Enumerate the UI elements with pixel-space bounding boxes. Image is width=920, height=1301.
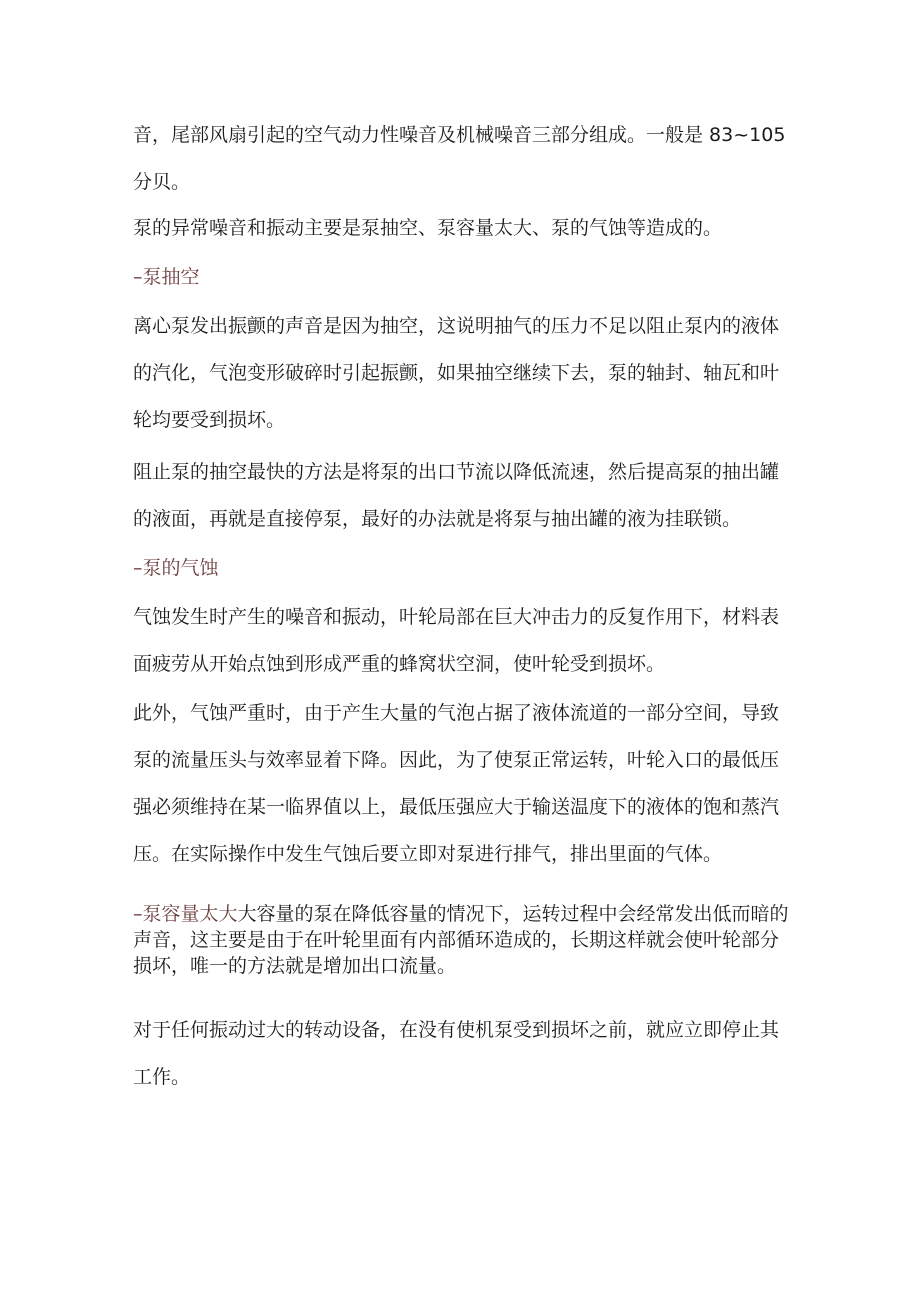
heading-pump-excess-capacity: –泵容量太大: [133, 903, 238, 925]
paragraph-abnormal-noise: 泵的异常噪音和振动主要是泵抽空、泵容量太大、泵的气蚀等造成的。: [133, 217, 723, 239]
paragraph-cavitation-detail: 此外，气蚀严重时，由于产生大量的气泡占据了液体流道的一部分空间，导致泵的流量压头与效率显着下降。因此，为了使泵正常运转，叶轮入口的最低压强必须维持在某一临界值以上，最低压强应大于输送温度下的液体的饱和蒸汽压。在实际操作中发生气蚀后要立即对泵进行排气，排出里面的气体。: [133, 702, 780, 865]
heading-pump-suction-loss: –泵抽空: [133, 266, 200, 288]
heading-pump-cavitation: –泵的气蚀: [133, 557, 219, 579]
excess-capacity-text: 大容量的泵在降低容量的情况下，运转过程中会经常发出低而暗的声音，这主要是由于在叶轮里面有内部循环造成的，长期这样就会使叶轮部分损坏，唯一的方法就是增加出口流量。: [133, 903, 789, 977]
paragraph-stop-equipment: 对于任何振动过大的转动设备，在没有使机泵受到损坏之前，就应立即停止其工作。: [133, 1019, 780, 1088]
paragraph-cavitation-effect: 气蚀发生时产生的噪音和振动，叶轮局部在巨大冲击力的反复作用下，材料表面疲劳从开始点蚀到形成严重的蜂窝状空洞，使叶轮受到损坏。: [133, 606, 780, 675]
paragraph-suction-loss-cause: 离心泵发出振颤的声音是因为抽空，这说明抽气的压力不足以阻止泵内的液体的汽化，气泡变形破碎时引起振颤，如果抽空继续下去，泵的轴封、轴瓦和叶轮均要受到损坏。: [133, 315, 780, 431]
paragraph-suction-loss-fix: 阻止泵的抽空最快的方法是将泵的出口节流以降低流速，然后提高泵的抽出罐的液面，再就是直接停泵，最好的办法就是将泵与抽出罐的液为挂联锁。: [133, 461, 780, 530]
paragraph-excess-capacity: [133, 901, 793, 979]
paragraph-noise-sources: 音，尾部风扇引起的空气动力性噪音及机械噪音三部分组成。一般是 83~105 分贝。: [133, 124, 786, 193]
